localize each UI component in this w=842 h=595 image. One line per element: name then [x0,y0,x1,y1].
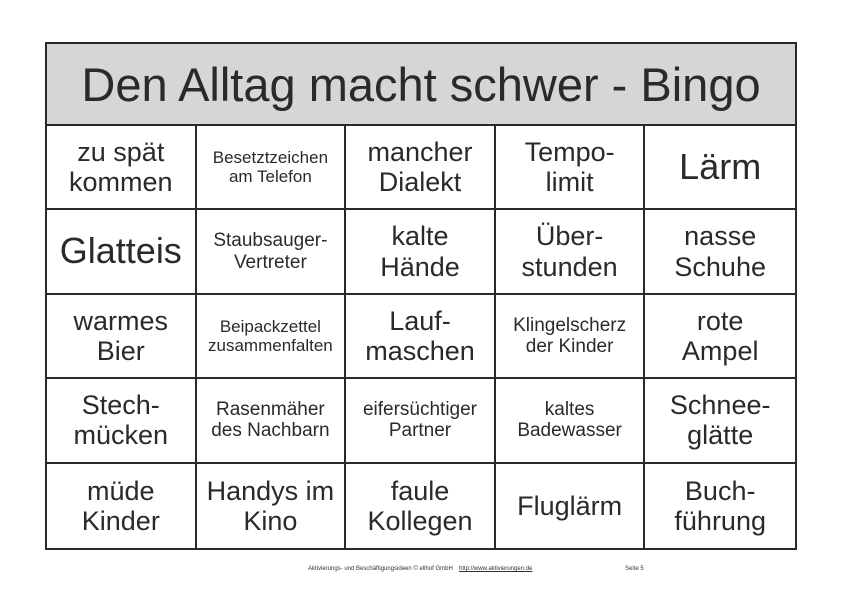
bingo-cell: Besetztzeichen am Telefon [197,126,347,208]
bingo-cell: rote Ampel [681,305,759,366]
bingo-card [45,42,797,550]
bingo-row [47,210,795,294]
bingo-row [47,379,795,463]
bingo-row [47,295,795,379]
bingo-cell: Rasenmäher des Nachbarn [197,379,347,461]
bingo-cell: zu spät kommen [47,126,197,208]
bingo-cell: mancher Dialekt [346,126,496,208]
bingo-cell: eifersüchtiger Partner [346,379,496,461]
bingo-title: Den Alltag macht schwer - Bingo [47,44,795,126]
bingo-cell: Lauf- maschen [346,295,496,377]
bingo-cell: müde Kinder [47,464,197,548]
bingo-cell: Lärm [679,146,762,188]
bingo-cell: Beipackzettel zusammenfalten [197,295,347,377]
bingo-cell: Tempo- limit [496,126,646,208]
bingo-cell: kalte Hände [346,210,496,292]
bingo-cell: Über- stunden [496,210,646,292]
bingo-cell: Buch- führung [674,475,766,536]
bingo-cell: Stech- mücken [47,379,197,461]
bingo-cell: nasse Schuhe [674,221,766,282]
bingo-cell: Handys im Kino [197,464,347,548]
bingo-row [47,126,795,210]
footer-link[interactable]: http://www.aktivierungen.de [459,566,533,572]
bingo-cell: Glatteis [47,210,197,292]
page-number: Seite 5 [625,566,644,572]
bingo-cell: warmes Bier [47,295,197,377]
bingo-row [47,464,795,548]
bingo-cell: Klingelscherz der Kinder [496,295,646,377]
footer-credit: Aktivierungs- und Beschäftigungsideen © ellhof GmbH [308,566,453,572]
bingo-cell: faule Kollegen [346,464,496,548]
bingo-cell: Schnee- glätte [669,390,771,451]
bingo-cell: kaltes Badewasser [496,379,646,461]
bingo-cell: Staubsauger- Vertreter [197,210,347,292]
bingo-cell: Fluglärm [496,464,646,548]
